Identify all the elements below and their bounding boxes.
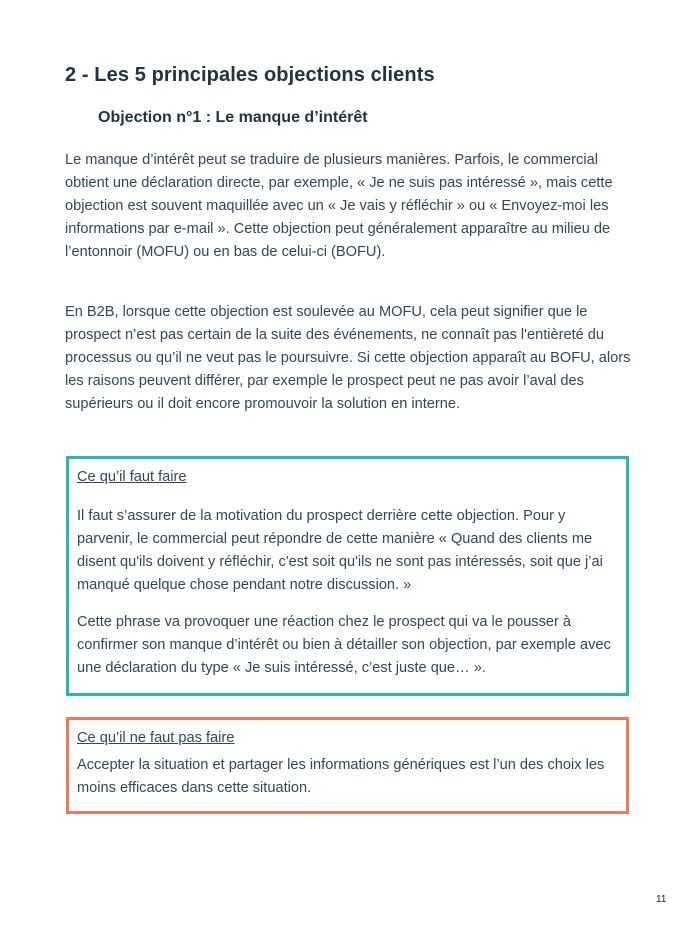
do-callout-title: Ce qu’il faut faire <box>77 469 187 485</box>
dont-callout-paragraph: Accepter la situation et partager les informations génériques est l’un des choix les moins efficaces dans cette situation. <box>77 757 605 796</box>
do-callout-box <box>66 456 629 696</box>
objection-subtitle: Objection n°1 : Le manque d’intérêt <box>98 109 368 126</box>
b2b-paragraph: En B2B, lorsque cette objection est soulevée au MOFU, cela peut signifier que le prospect n’est pas certain de la suite des événements, ne connaît pas l'entièreté du processus ou qu’il ne veut pas le poursuivre. Si cette objection apparaît au BOFU, alors les raisons peuvent différer, par exemple le prospect peut ne pas avoir l’aval des supérieurs ou il doit encore promouvoir la solution en interne. <box>65 304 631 412</box>
do-callout-paragraph: Il faut s’assurer de la motivation du prospect derrière cette objection. Pour y parvenir, le commercial peut répondre de cette manière « Quand des clients me disent qu'ils doivent y réfléchir, c'est soit qu'ils ne sont pas intéressés, soit que j’ai manqué quelque chose pendant notre discussion. » <box>77 508 603 593</box>
dont-callout-title: Ce qu’il ne faut pas faire <box>77 730 235 746</box>
section-title: 2 - Les 5 principales objections clients <box>65 64 435 86</box>
dont-callout-box <box>66 717 629 814</box>
page-number: 11 <box>656 894 667 905</box>
intro-paragraph: Le manque d’intérêt peut se traduire de plusieurs manières. Parfois, le commercial obtient une déclaration directe, par exemple, « Je ne suis pas intéressé », mais cette objection est souvent maquillée avec un « Je vais y réfléchir » ou « Envoyez-moi les informations par e-mail ». Cette objection peut généralement apparaître au milieu de l’entonnoir (MOFU) ou en bas de celui-ci (BOFU). <box>65 152 613 260</box>
do-callout-paragraph: Cette phrase va provoquer une réaction chez le prospect qui va le pousser à confirmer son manque d’intérêt ou bien à détailler son objection, par exemple avec une déclaration du type « Je suis intéressé, c’est juste que… ». <box>77 614 611 676</box>
